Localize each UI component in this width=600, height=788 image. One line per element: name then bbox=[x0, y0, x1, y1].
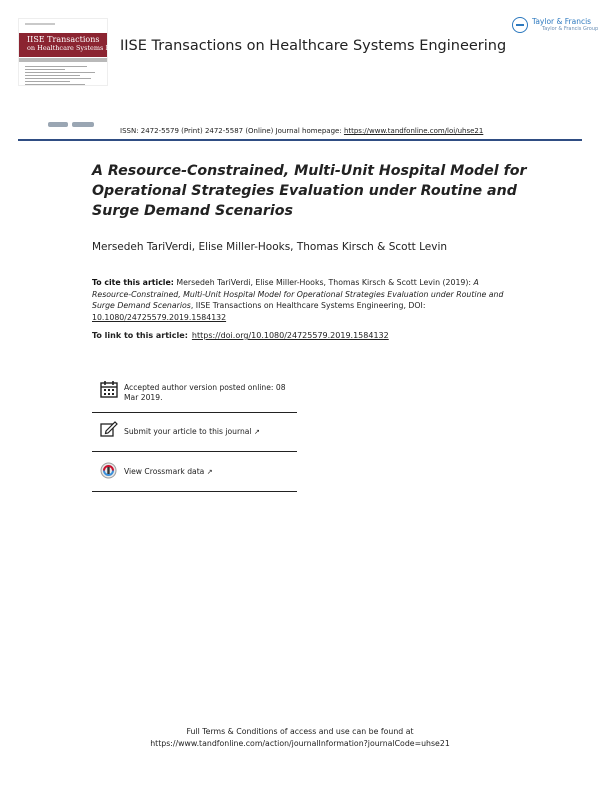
partner-logos bbox=[48, 121, 94, 129]
crossmark-icon bbox=[100, 462, 117, 483]
citation-title: A Resource-Constrained, Multi-Unit Hospital Model for Operational Strategies Evaluation under Routine and Surge Demand Scenarios bbox=[92, 278, 504, 311]
submit-article-link[interactable] bbox=[124, 427, 260, 437]
crossmark-text: View Crossmark data bbox=[124, 467, 205, 476]
publisher-logo-icon bbox=[512, 17, 528, 33]
publisher-name: Taylor & Francis bbox=[532, 17, 592, 26]
journal-cover-thumbnail bbox=[18, 18, 147, 86]
journal-homepage-link[interactable]: https://www.tandfonline.com/loi/uhse21 bbox=[343, 127, 484, 135]
issn-line bbox=[120, 127, 483, 135]
cover-top bbox=[19, 23, 107, 33]
external-link-icon: ↗ bbox=[253, 428, 260, 436]
accepted-version-row bbox=[92, 376, 297, 413]
citation-block bbox=[92, 277, 512, 323]
footer-line1: Full Terms & Conditions of access and use can be found at bbox=[186, 727, 414, 736]
citation-authors-year: Mersedeh TariVerdi, Elise Miller-Hooks, Thomas Kirsch & Scott Levin (2019): bbox=[173, 278, 474, 287]
citation-doi-link[interactable]: 10.1080/24725579.2019.1584132 bbox=[92, 312, 227, 322]
cover-title-band bbox=[19, 33, 147, 57]
edit-icon bbox=[100, 421, 118, 441]
cover-title-line2: on Healthcare Systems Engineering bbox=[27, 44, 147, 52]
cover-text-lines bbox=[19, 62, 107, 89]
article-actions bbox=[92, 376, 297, 492]
publisher-logo[interactable] bbox=[512, 16, 599, 38]
citation-journal: , IISE Transactions on Healthcare Systems Engineering, DOI: bbox=[190, 301, 426, 311]
header-divider bbox=[18, 139, 582, 141]
article-link-line bbox=[92, 331, 389, 340]
footer-terms-url[interactable]: https://www.tandfonline.com/action/journalInformation?journalCode=uhse21 bbox=[150, 739, 450, 748]
external-link-icon: ↗ bbox=[206, 468, 213, 476]
journal-title: IISE Transactions on Healthcare Systems Engineering bbox=[120, 38, 507, 54]
article-link-label: To link to this article: bbox=[92, 331, 188, 340]
accepted-version-text: Accepted author version posted online: 08 Mar 2019. bbox=[124, 383, 286, 402]
calendar-icon bbox=[100, 380, 118, 402]
publisher-subname: Taylor & Francis Group bbox=[542, 26, 599, 32]
crossmark-link[interactable] bbox=[124, 467, 213, 477]
submit-article-row[interactable] bbox=[92, 413, 297, 452]
partner-logo-icon bbox=[72, 122, 94, 127]
footer-terms bbox=[0, 726, 600, 750]
issn-text: ISSN: 2472-5579 (Print) 2472-5587 (Online) Journal homepage: bbox=[120, 127, 344, 135]
article-authors: Mersedeh TariVerdi, Elise Miller-Hooks, Thomas Kirsch & Scott Levin bbox=[92, 241, 448, 253]
submit-article-text: Submit your article to this journal bbox=[124, 427, 252, 436]
crossmark-row[interactable] bbox=[92, 452, 297, 492]
citation-label: To cite this article: bbox=[92, 278, 174, 287]
article-doi-url[interactable]: https://doi.org/10.1080/24725579.2019.1584132 bbox=[191, 331, 389, 340]
partner-logo-icon bbox=[48, 122, 68, 127]
cover-title-line1: IISE Transactions bbox=[27, 35, 100, 44]
article-title: A Resource-Constrained, Multi-Unit Hospital Model for Operational Strategies Evaluation under Routine and Surge Demand Scenarios bbox=[92, 163, 527, 219]
